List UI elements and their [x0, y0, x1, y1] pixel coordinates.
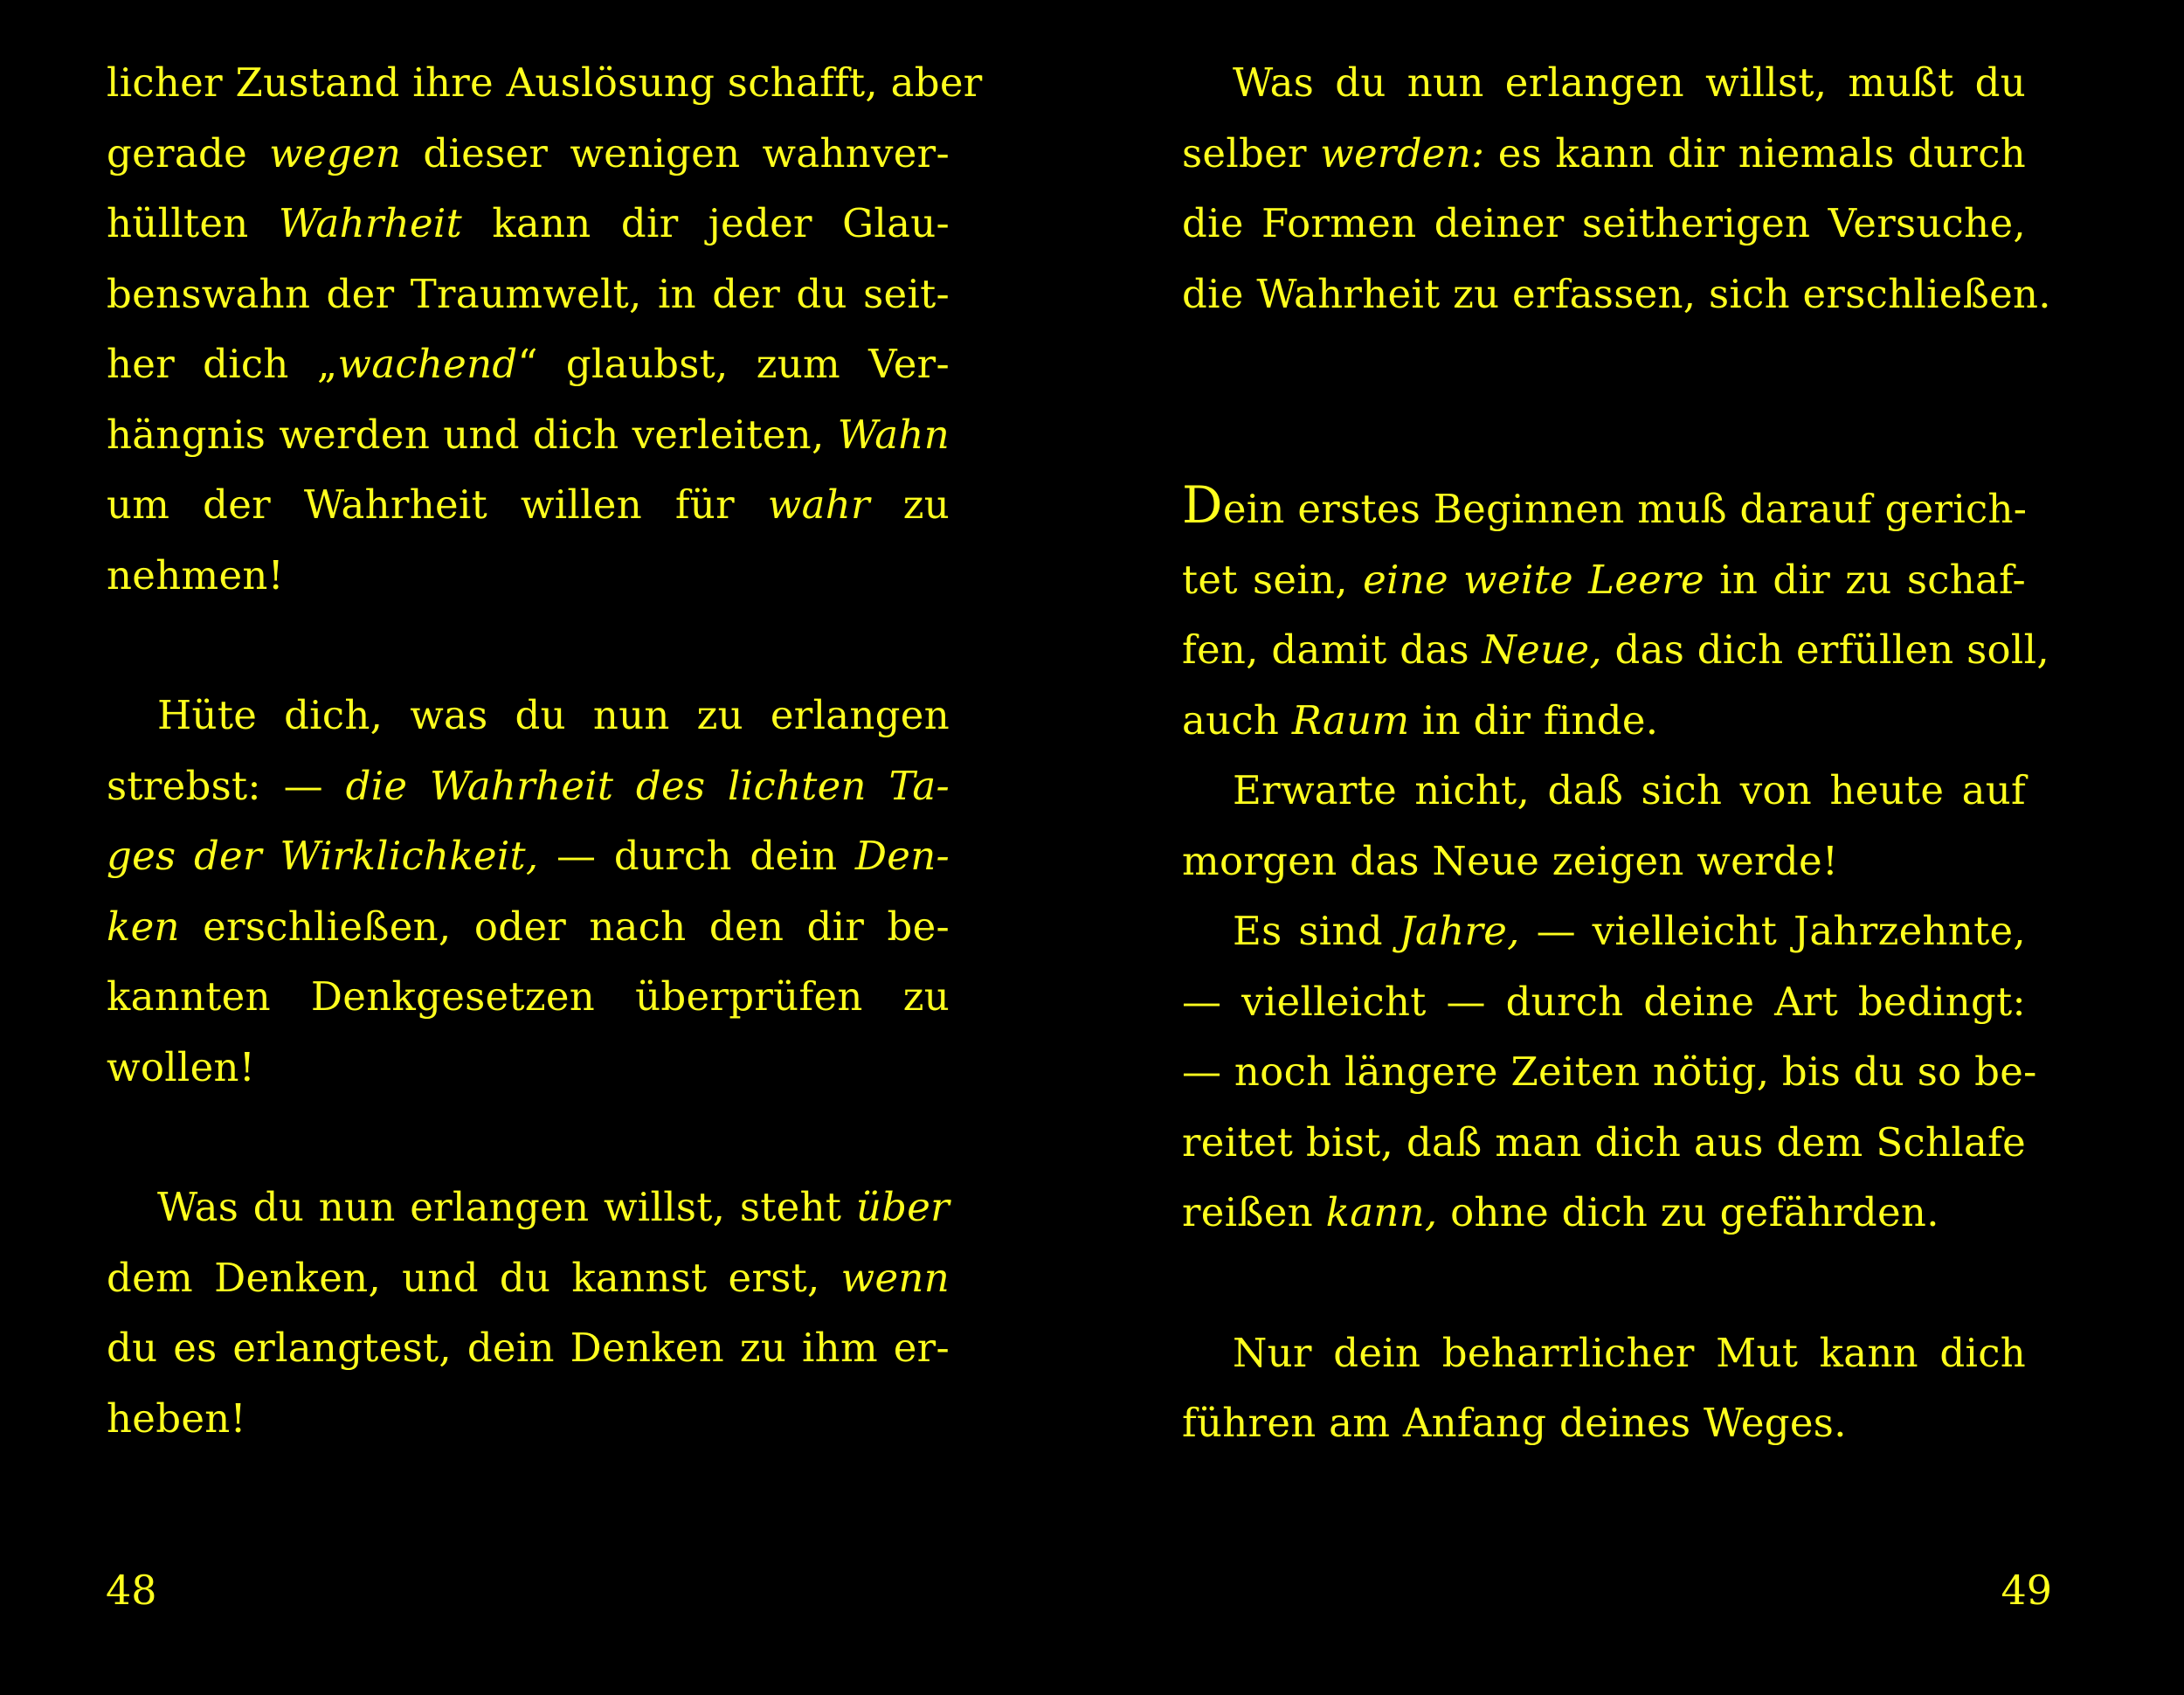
- text-line: hängnis werden und dich verleiten, Wahn: [107, 411, 950, 458]
- text-line: dem Denken, und du kannst erst, wenn: [107, 1254, 950, 1301]
- text-line: hüllten Wahrheit kann dir jeder Glau-: [107, 200, 950, 246]
- paragraph: [1182, 470, 2049, 756]
- emphasis: wachend: [337, 341, 518, 387]
- emphasis: Neue,: [1482, 626, 1602, 673]
- paragraph: [107, 1173, 950, 1454]
- text-line: — noch längere Zeiten nötig, bis du so be-: [1182, 1048, 2037, 1095]
- emphasis: wegen: [269, 129, 402, 176]
- text-line: um der Wahrheit willen für wahr zu: [107, 481, 950, 528]
- emphasis: wenn: [840, 1254, 950, 1301]
- emphasis: Wahn: [837, 411, 950, 458]
- text-line: morgen das Neue zeigen werde!: [1182, 837, 1839, 884]
- paragraph: [1182, 48, 2051, 329]
- text-line: Was du nun erlangen willst, steht über: [157, 1184, 950, 1230]
- right-page-text: [1182, 48, 2051, 1459]
- paragraph: [107, 48, 983, 611]
- emphasis: kann,: [1325, 1189, 1438, 1235]
- text-line: licher Zustand ihre Auslösung schafft, aber: [107, 59, 983, 106]
- text-line: ges der Wirklichkeit, — durch dein Den-: [107, 833, 950, 879]
- text-line: nehmen!: [107, 551, 285, 598]
- text-line: her dich „wachend“ glaubst, zum Ver-: [107, 341, 950, 387]
- emphasis: Raum: [1291, 696, 1410, 744]
- text-line: fen, damit das Neue, das dich erfüllen soll,: [1182, 626, 2049, 673]
- emphasis: werden:: [1320, 129, 1485, 176]
- text-line: strebst: — die Wahrheit des lichten Ta-: [107, 762, 950, 809]
- paragraph: [1182, 896, 2037, 1249]
- emphasis: Wahrheit: [278, 200, 463, 246]
- paragraph: [1182, 1318, 2026, 1459]
- paragraph: [107, 681, 950, 1103]
- text-line: benswahn der Traumwelt, in der du seit-: [107, 270, 950, 317]
- text-line: Dein erstes Beginnen muß darauf gerich-: [1182, 475, 2028, 535]
- emphasis: eine weite Leere: [1363, 556, 1704, 603]
- text-line: Es sind Jahre, — vielleicht Jahrzehnte,: [1233, 908, 2026, 954]
- emphasis: Jahre,: [1399, 908, 1520, 954]
- text-line: — vielleicht — durch deine Art bedingt:: [1182, 978, 2026, 1025]
- text-line: du es erlangtest, dein Denken zu ihm er-: [107, 1325, 950, 1371]
- text-line: heben!: [107, 1394, 246, 1442]
- emphasis: ken: [107, 903, 180, 950]
- emphasis: wahr: [767, 481, 870, 528]
- text-line: Was du nun erlangen willst, mußt du: [1233, 59, 2026, 106]
- text-line: kannten Denkgesetzen überprüfen zu: [107, 973, 950, 1020]
- text-line: reitet bist, daß man dich aus dem Schlafe: [1182, 1118, 2026, 1166]
- text-line: wollen!: [107, 1043, 256, 1090]
- text-line: ken erschließen, oder nach den dir be-: [107, 903, 950, 950]
- text-line: Nur dein beharrlicher Mut kann dich: [1233, 1329, 2026, 1376]
- text-line: die Wahrheit zu erfassen, sich erschließen.: [1182, 270, 2051, 317]
- left-page-text: [107, 48, 983, 1454]
- page-number: 49: [2001, 1567, 2052, 1614]
- text-line: führen am Anfang deines Weges.: [1182, 1400, 1847, 1446]
- drop-cap: D: [1182, 475, 1223, 535]
- text-line: selber werden: es kann dir niemals durch: [1182, 129, 2027, 176]
- emphasis: über: [855, 1184, 950, 1230]
- text-line: Erwarte nicht, daß sich von heute auf: [1233, 767, 2026, 813]
- text-line: auch Raum in dir finde.: [1182, 696, 1659, 744]
- right-page: [1092, 0, 2184, 1695]
- emphasis: Den-: [854, 833, 950, 879]
- text-line: gerade wegen dieser wenigen wahnver-: [107, 129, 950, 176]
- text-line: tet sein, eine weite Leere in dir zu schaf-: [1182, 556, 2026, 603]
- page-number: 48: [106, 1567, 157, 1614]
- text-line: die Formen deiner seitherigen Versuche,: [1182, 200, 2026, 246]
- text-line: Hüte dich, was du nun zu erlangen: [157, 692, 950, 738]
- emphasis: die Wahrheit des lichten Ta-: [345, 762, 950, 809]
- text-line: reißen kann, ohne dich zu gefährden.: [1182, 1189, 1939, 1235]
- paragraph: [1182, 756, 2026, 896]
- emphasis: ges der Wirklichkeit,: [107, 833, 539, 879]
